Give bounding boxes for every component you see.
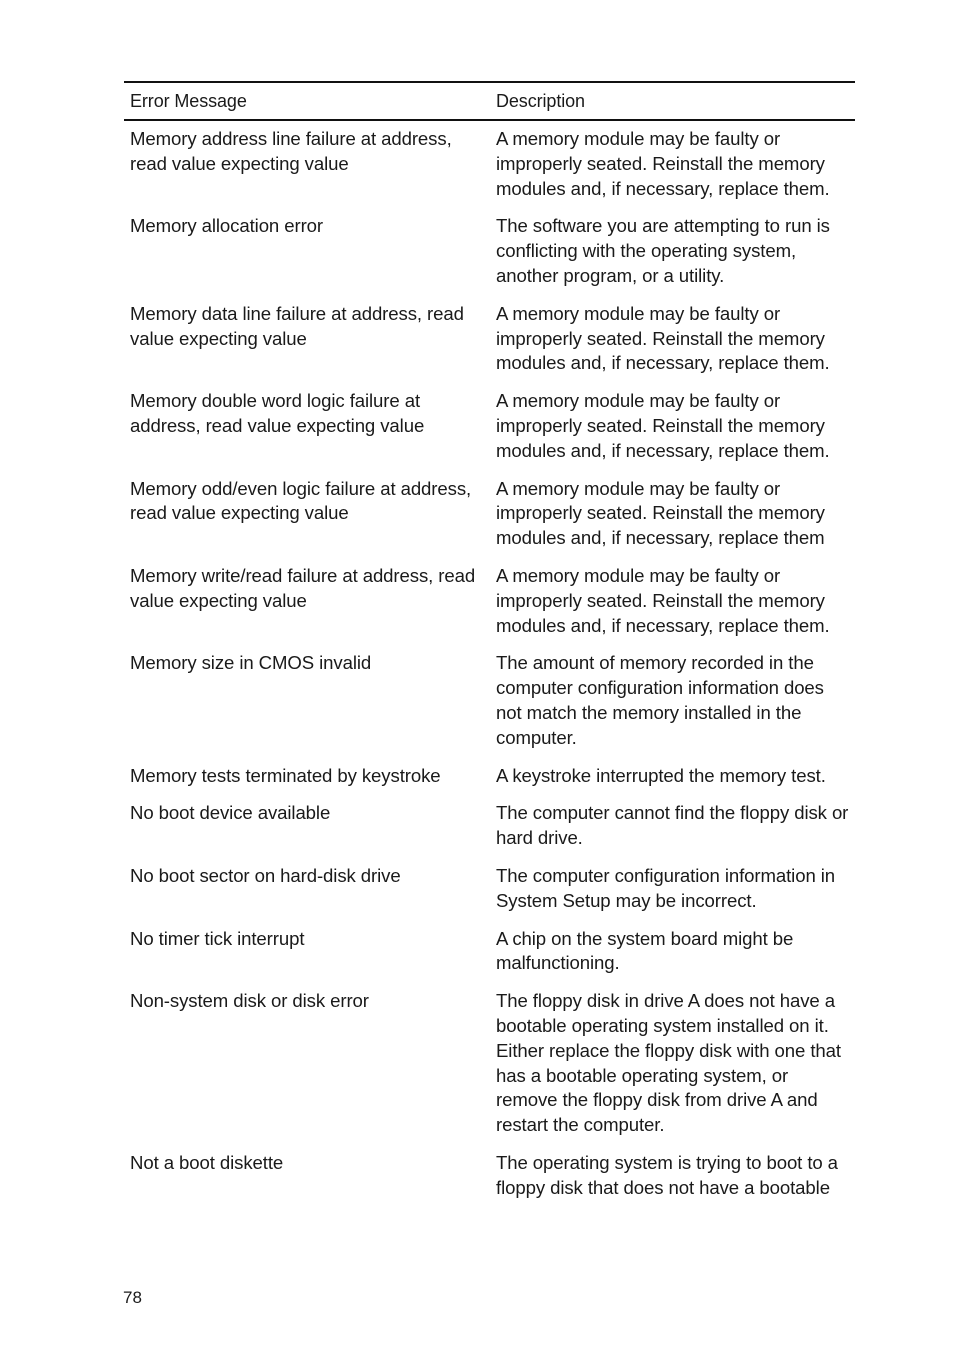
table-row bbox=[124, 858, 855, 921]
table-row bbox=[124, 645, 855, 757]
table-row bbox=[124, 983, 855, 1145]
table-row bbox=[124, 758, 855, 796]
table-row bbox=[124, 208, 855, 295]
table-row bbox=[124, 558, 855, 645]
error-message-table bbox=[124, 81, 855, 1207]
description-cell: A memory module may be faulty or improperly seated. Reinstall the memory modules and, if necessary, replace them. bbox=[496, 564, 830, 636]
header-error-message: Error Message bbox=[130, 91, 247, 111]
table-row bbox=[124, 921, 855, 984]
table-row bbox=[124, 471, 855, 558]
error-message-cell: No boot device available bbox=[130, 802, 331, 824]
page-number: 78 bbox=[123, 1288, 142, 1307]
table-row bbox=[124, 383, 855, 470]
error-message-cell: Memory double word logic failure at address, read value expecting value bbox=[130, 390, 425, 436]
description-cell: The amount of memory recorded in the computer configuration information does not match the memory installed in the computer. bbox=[496, 652, 824, 748]
table-row bbox=[124, 120, 855, 208]
error-message-cell: Not a boot diskette bbox=[130, 1151, 284, 1173]
description-cell: A memory module may be faulty or improperly seated. Reinstall the memory modules and, if necessary, replace them. bbox=[496, 302, 830, 374]
table-row bbox=[124, 795, 855, 858]
error-message-cell: Memory address line failure at address, read value expecting value bbox=[130, 128, 452, 174]
description-cell: A memory module may be faulty or improperly seated. Reinstall the memory modules and, if necessary, replace them. bbox=[496, 128, 830, 199]
error-message-cell: Non-system disk or disk error bbox=[130, 990, 369, 1012]
description-cell: The floppy disk in drive A does not have a bootable operating system installed on it. Either replace the floppy disk with one that has a bootable operating system, or remove the floppy disk from drive A and restart the computer. bbox=[496, 990, 841, 1136]
description-cell: A keystroke interrupted the memory test. bbox=[496, 764, 826, 786]
error-message-cell: Memory allocation error bbox=[130, 215, 323, 237]
error-message-cell: Memory odd/even logic failure at address, read value expecting value bbox=[130, 477, 472, 524]
error-message-cell: Memory write/read failure at address, read value expecting value bbox=[130, 564, 476, 611]
description-cell: The operating system is trying to boot to a floppy disk that does not have a bootable bbox=[496, 1151, 838, 1198]
table-header-row bbox=[124, 82, 855, 120]
error-message-cell: Memory tests terminated by keystroke bbox=[130, 764, 441, 786]
header-description: Description bbox=[496, 91, 585, 111]
description-cell: The software you are attempting to run is conflicting with the operating system, another program, or a utility. bbox=[496, 215, 830, 286]
description-cell: The computer configuration information in System Setup may be incorrect. bbox=[496, 864, 836, 911]
description-cell: The computer cannot find the floppy disk or hard drive. bbox=[496, 802, 849, 849]
error-message-cell: Memory size in CMOS invalid bbox=[130, 652, 372, 674]
description-cell: A memory module may be faulty or improperly seated. Reinstall the memory modules and, if necessary, replace them bbox=[496, 477, 825, 549]
table-row bbox=[124, 1145, 855, 1208]
error-message-cell: Memory data line failure at address, read value expecting value bbox=[130, 302, 464, 349]
table-row bbox=[124, 296, 855, 383]
error-message-cell: No boot sector on hard-disk drive bbox=[130, 864, 401, 886]
description-cell: A memory module may be faulty or improperly seated. Reinstall the memory modules and, if necessary, replace them. bbox=[496, 390, 830, 461]
error-message-cell: No timer tick interrupt bbox=[130, 927, 305, 949]
description-cell: A chip on the system board might be malfunctioning. bbox=[496, 927, 794, 974]
